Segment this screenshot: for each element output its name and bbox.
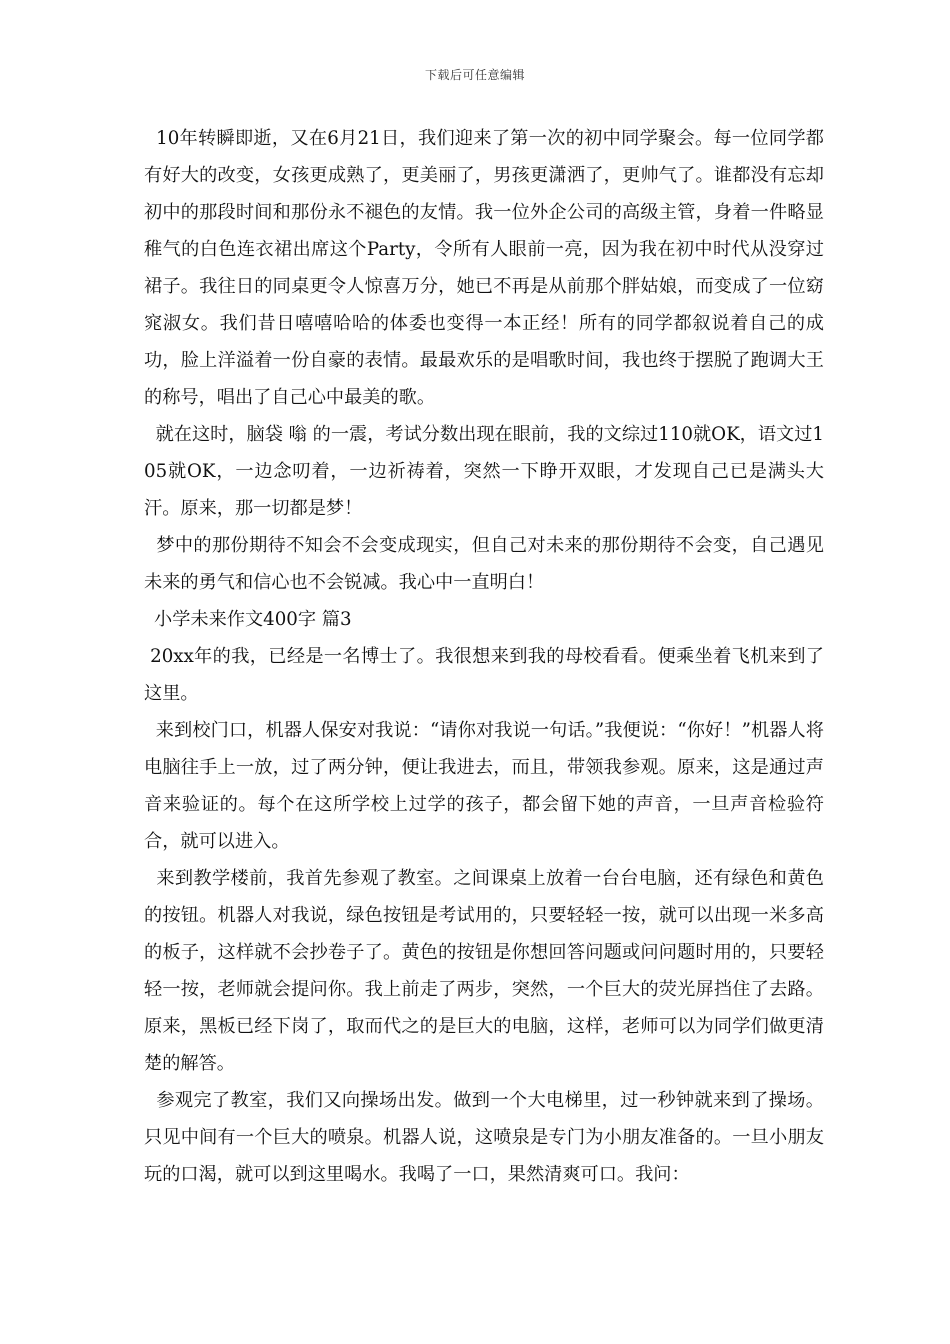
paragraph [144, 860, 824, 1082]
heading-text: 小学未来作文400字 篇3 [154, 609, 352, 630]
paragraph-text: 10年转瞬即逝，又在6月21日，我们迎来了第一次的初中同学聚会。每一位同学都有好大的改变，女孩更成熟了，更美丽了，男孩更潇洒了，更帅气了。谁都没有忘却初中的那段时间和那份永不褪色的友情。我一位外企公司的高级主管，身着一件略显稚气的白色连衣裙出席这个Party，令所有人眼前一亮，因为我在初中时代从没穿过裙子。我往日的同桌更令人惊喜万分，她已不再是从前那个胖姑娘，而变成了一位窈窕淑女。我们昔日嘻嘻哈哈的体委也变得一本正经！所有的同学都叙说着自己的成功，脸上洋溢着一份自豪的表情。最最欢乐的是唱歌时间，我也终于摆脱了跑调大王的称号，唱出了自己心中最美的歌。 [144, 128, 824, 408]
section-heading [144, 601, 824, 638]
paragraph-text: 梦中的那份期待不知会不会变成现实，但自己对未来的那份期待不会变，自己遇见未来的勇气和信心也不会锐减。我心中一直明白！ [144, 535, 824, 593]
paragraph-indent [144, 1090, 156, 1111]
document-body [144, 120, 824, 1193]
paragraph [144, 527, 824, 601]
paragraph-indent [144, 128, 156, 149]
paragraph-indent [144, 868, 156, 889]
paragraph [144, 1082, 824, 1193]
paragraph-indent [144, 720, 156, 741]
paragraph-indent [144, 424, 156, 445]
paragraph [144, 638, 824, 712]
paragraph-text: 就在这时，脑袋 嗡 的一震，考试分数出现在眼前，我的文综过110就OK，语文过105就OK，一边念叨着，一边祈祷着，突然一下睁开双眼，才发现自己已是满头大汗。原来，那一切都是梦！ [144, 424, 824, 519]
paragraph [144, 712, 824, 860]
paragraph-indent [144, 535, 156, 556]
paragraph-text: 来到教学楼前，我首先参观了教室。之间课桌上放着一台台电脑，还有绿色和黄色的按钮。机器人对我说，绿色按钮是考试用的，只要轻轻一按，就可以出现一米多高的板子，这样就不会抄卷子了。黄色的按钮是你想回答问题或问问题时用的，只要轻轻一按，老师就会提问你。我上前走了两步，突然，一个巨大的荧光屏挡住了去路。原来，黑板已经下岗了，取而代之的是巨大的电脑，这样，老师可以为同学们做更清楚的解答。 [144, 868, 824, 1074]
paragraph [144, 120, 824, 416]
page-header-note: 下载后可任意编辑 [424, 68, 525, 82]
paragraph-text: 参观完了教室，我们又向操场出发。做到一个大电梯里，过一秒钟就来到了操场。只见中间有一个巨大的喷泉。机器人说，这喷泉是专门为小朋友准备的。一旦小朋友玩的口渴，就可以到这里喝水。我喝了一口，果然清爽可口。我问： [144, 1090, 824, 1185]
paragraph-text: 来到校门口，机器人保安对我说：“请你对我说一句话。”我便说：“你好！”机器人将电脑往手上一放，过了两分钟，便让我进去，而且，带领我参观。原来，这是通过声音来验证的。每个在这所学校上过学的孩子，都会留下她的声音，一旦声音检验符合，就可以进入。 [144, 720, 824, 852]
paragraph-text: 20xx年的我，已经是一名博士了。我很想来到我的母校看看。便乘坐着飞机来到了这里。 [144, 646, 824, 704]
paragraph [144, 416, 824, 527]
